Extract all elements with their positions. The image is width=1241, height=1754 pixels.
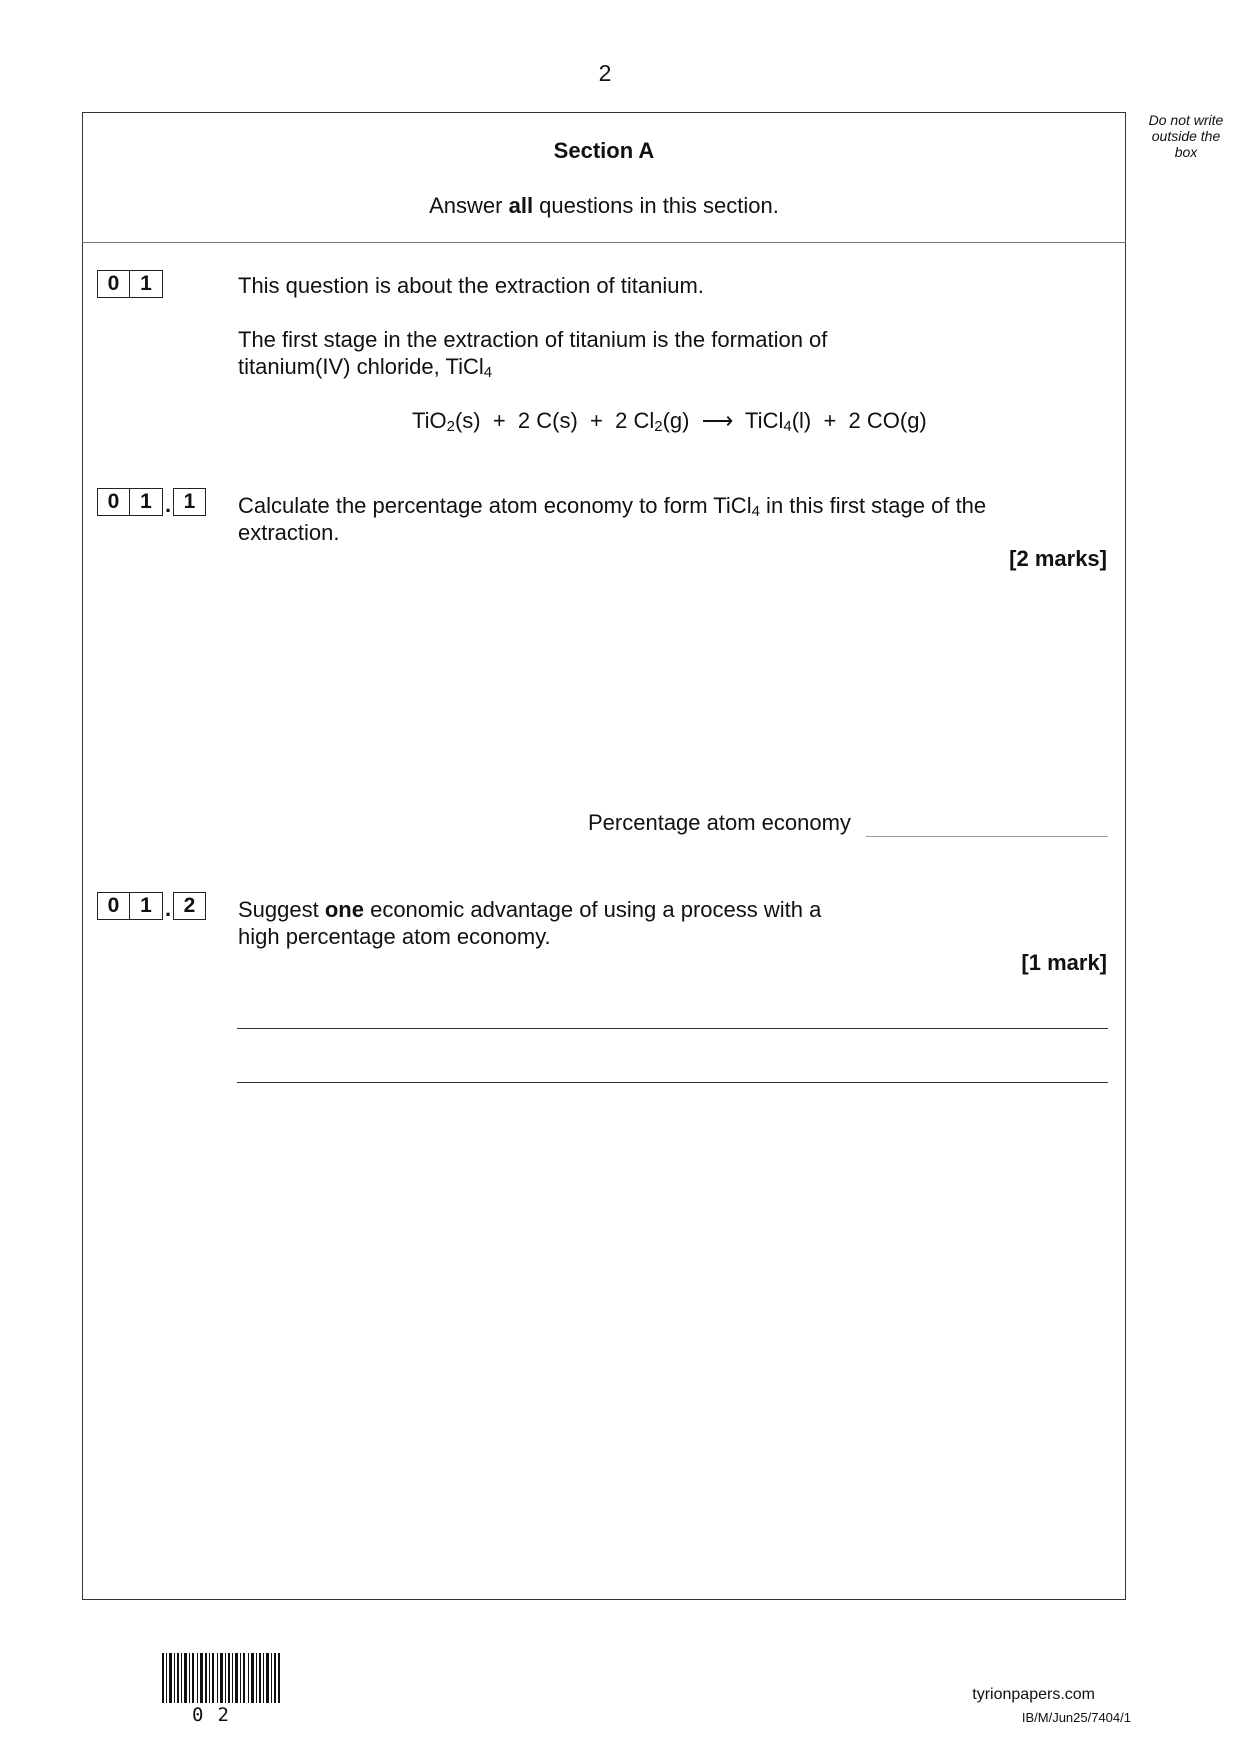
question-dot: .	[164, 896, 172, 921]
question-digit-box: 1	[130, 270, 163, 298]
marks-label: [2 marks]	[1009, 546, 1107, 571]
q011-line-2: extraction.	[238, 520, 340, 545]
question-digit-box: 1	[173, 488, 206, 516]
question-digit-box: 1	[130, 488, 163, 516]
question-number-01	[97, 270, 163, 298]
subscript: 4	[483, 364, 493, 381]
barcode-number: 02	[192, 1704, 243, 1726]
chemical-equation	[412, 408, 927, 434]
section-instruction	[82, 193, 1126, 219]
q012-line-1-post: economic advantage of using a process with a	[363, 897, 822, 922]
question-digit-box: 1	[130, 892, 163, 920]
q012-line-1-pre: Suggest	[238, 897, 325, 922]
question-digit-box: 2	[173, 892, 206, 920]
eq-part: (s) + 2 C(s) + 2 Cl	[454, 408, 655, 433]
instruction-text-post: questions in this section.	[533, 193, 779, 218]
answer-input-line[interactable]	[866, 836, 1108, 837]
question-01-2-text	[238, 896, 1118, 950]
eq-part: (g) ⟶ TiCl	[662, 408, 784, 433]
eq-subscript: 2	[654, 418, 663, 435]
stage-line-2-text: titanium(IV) chloride, TiCl	[238, 354, 484, 379]
marks-label: [1 mark]	[1021, 950, 1107, 975]
q011-line-1-post: in this first stage of the	[759, 493, 987, 518]
question-number-01-2	[97, 892, 206, 920]
margin-note: Do not write outside the box	[1148, 112, 1224, 160]
q011-line-1	[238, 492, 1118, 519]
eq-subscript: 2	[446, 418, 455, 435]
question-digit-box: 0	[97, 892, 130, 920]
question-digit-box: 0	[97, 270, 130, 298]
stage-line-1: The first stage in the extraction of titanium is the formation of	[238, 327, 828, 352]
question-01-stage-text	[238, 326, 827, 380]
eq-part: (l) + 2 CO(g)	[791, 408, 927, 433]
section-divider	[82, 242, 1126, 243]
website-text: tyrionpapers.com	[972, 1686, 1095, 1703]
answer-line-2[interactable]	[237, 1082, 1108, 1083]
question-dot: .	[164, 492, 172, 517]
instruction-bold: all	[508, 193, 534, 218]
question-01-1-text	[238, 492, 1118, 546]
q012-line-2: high percentage atom economy.	[238, 924, 551, 949]
question-01-intro: This question is about the extraction of titanium.	[238, 273, 704, 298]
answer-label: Percentage atom economy	[588, 810, 851, 835]
paper-reference: IB/M/Jun25/7404/1	[1021, 1710, 1131, 1725]
q012-bold: one	[324, 897, 364, 922]
section-title: Section A	[553, 138, 655, 163]
stage-line-2	[238, 353, 827, 380]
q011-line-1-pre: Calculate the percentage atom economy to form TiCl	[238, 493, 752, 518]
question-digit-box: 0	[97, 488, 130, 516]
barcode-icon	[162, 1653, 280, 1703]
answer-line-1[interactable]	[237, 1028, 1108, 1029]
question-number-01-1	[97, 488, 206, 516]
instruction-text-pre: Answer	[429, 193, 509, 218]
q012-line-1	[238, 896, 1118, 923]
eq-subscript: 4	[783, 418, 792, 435]
subscript: 4	[751, 503, 760, 520]
eq-part: TiO	[412, 408, 447, 433]
page-number: 2	[598, 60, 612, 86]
